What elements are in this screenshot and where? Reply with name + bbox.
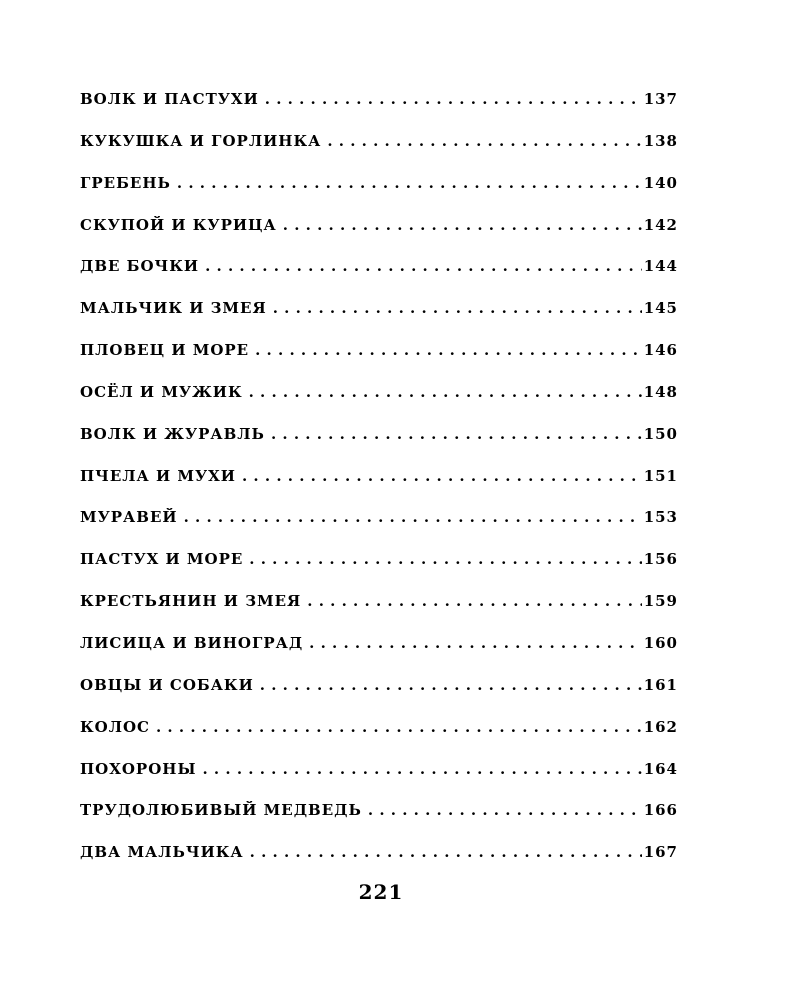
toc-entry [80,718,678,760]
entry-page-number: 146 [643,341,678,360]
entry-page-number: 140 [643,173,678,192]
entry-title: СКУПОЙ И КУРИЦА [80,215,277,234]
toc-entry [80,341,678,383]
entry-page-number: 167 [643,843,678,862]
table-of-contents [80,90,678,885]
entry-title: ТРУДОЛЮБИВЫЙ МЕДВЕДЬ [80,801,362,820]
entry-title: КРЕСТЬЯНИН И ЗМЕЯ [80,592,302,611]
entry-title: ДВЕ БОЧКИ [80,257,200,276]
entry-title: ВОЛК И ЖУРАВЛЬ [80,424,265,443]
dot-leader [184,508,642,526]
entry-page-number: 142 [643,215,678,234]
dot-leader [242,467,642,485]
toc-entry [80,132,678,174]
toc-entry [80,257,678,299]
entry-title: МУРАВЕЙ [80,508,178,527]
dot-leader [309,634,642,652]
toc-entry [80,760,678,802]
entry-title: ПАСТУХ И МОРЕ [80,550,244,569]
dot-leader [156,718,642,736]
toc-entry [80,174,678,216]
dot-leader [271,425,642,443]
entry-title: ВОЛК И ПАСТУХИ [80,90,259,108]
entry-page-number: 148 [643,382,678,401]
entry-page-number: 156 [643,550,678,569]
toc-entry [80,550,678,592]
entry-page-number: 159 [643,592,678,611]
dot-leader [283,216,642,234]
entry-page-number: 144 [643,257,678,276]
entry-page-number: 145 [643,299,678,318]
dot-leader [249,550,641,568]
entry-page-number: 150 [643,424,678,443]
toc-entry [80,299,678,341]
dot-leader [307,592,641,610]
dot-leader [177,174,642,192]
entry-title: МАЛЬЧИК И ЗМЕЯ [80,299,267,318]
toc-entry [80,801,678,843]
toc-entry [80,508,678,550]
entry-title: ПЧЕЛА И МУХИ [80,466,236,485]
dot-leader [273,299,642,317]
dot-leader [368,801,642,819]
dot-leader [249,383,642,401]
entry-page-number: 161 [643,675,678,694]
entry-page-number: 160 [643,633,678,652]
entry-page-number: 151 [643,466,678,485]
entry-title: ДВА МАЛЬЧИКА [80,843,244,862]
dot-leader [205,257,642,275]
toc-entry [80,90,678,132]
entry-page-number: 137 [643,90,678,108]
dot-leader [255,341,642,359]
toc-entry [80,467,678,509]
toc-entry [80,676,678,718]
entry-title: ЛИСИЦА И ВИНОГРАД [80,633,304,652]
entry-title: ПОХОРОНЫ [80,759,197,778]
dot-leader [265,90,642,108]
toc-entry [80,216,678,258]
entry-page-number: 162 [643,717,678,736]
toc-entry [80,425,678,467]
toc-entry [80,592,678,634]
entry-page-number: 166 [643,801,678,820]
entry-title: ОВЦЫ И СОБАКИ [80,675,254,694]
dot-leader [250,843,642,861]
dot-leader [327,132,641,150]
toc-entry [80,383,678,425]
toc-entry [80,843,678,885]
entry-title: ПЛОВЕЦ И МОРЕ [80,341,250,360]
toc-entry [80,634,678,676]
entry-title: КОЛОС [80,717,150,736]
entry-page-number: 153 [643,508,678,527]
page-number: 221 [358,880,404,904]
dot-leader [202,760,641,778]
entry-title: ОСЁЛ И МУЖИК [80,382,243,401]
entry-title: ГРЕБЕНЬ [80,173,171,192]
dot-leader [260,676,642,694]
entry-title: КУКУШКА И ГОРЛИНКА [80,131,322,150]
entry-page-number: 164 [643,759,678,778]
entry-page-number: 138 [643,131,678,150]
